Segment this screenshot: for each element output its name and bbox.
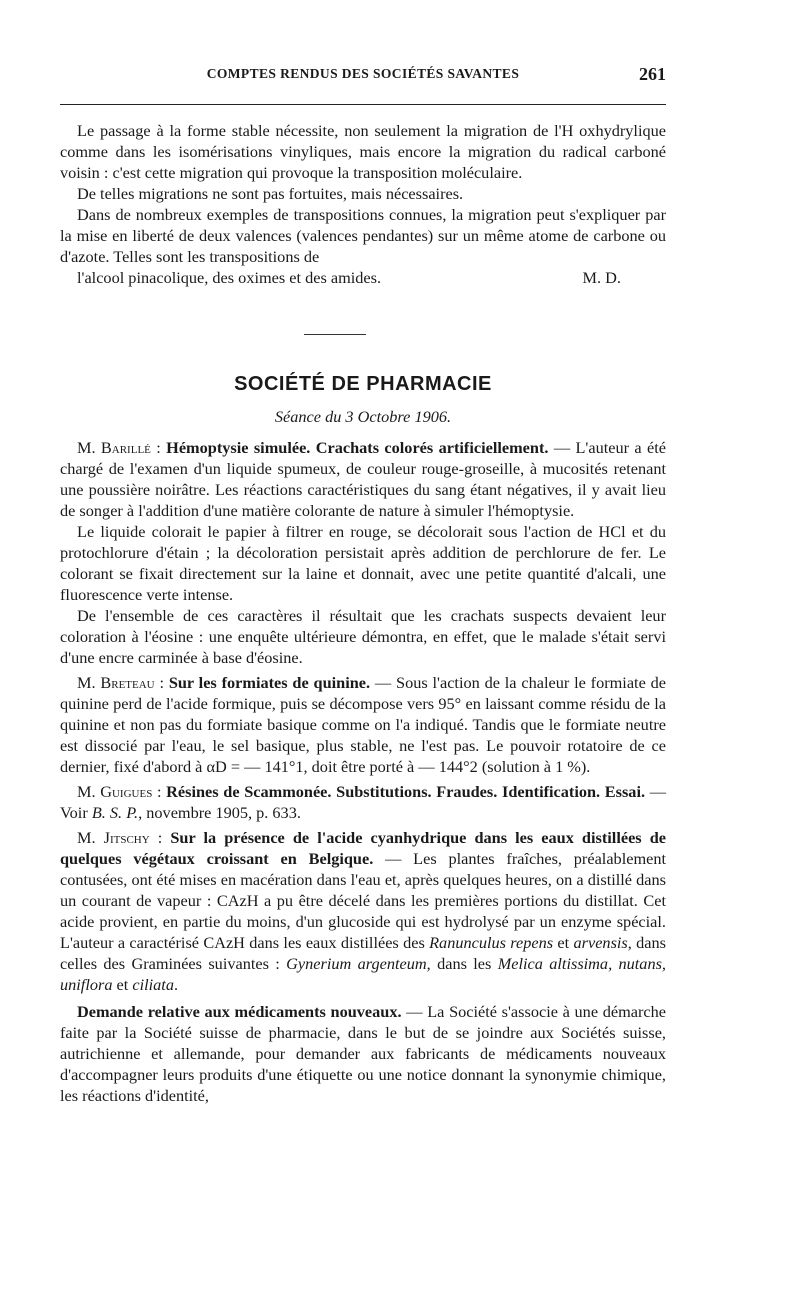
jitschy-body-b: et bbox=[553, 933, 574, 952]
intro-paragraph-2: De telles migrations ne sont pas fortuites, mais nécessaires. bbox=[77, 184, 464, 203]
jitschy-species-3: Gynerium argenteum bbox=[286, 954, 427, 973]
page-header bbox=[60, 64, 666, 86]
jitschy-prefix: M. bbox=[77, 828, 104, 847]
barille-title: Hémoptysie simulée. Crachats colorés artificiellement. bbox=[166, 438, 549, 457]
barille-author: Barillé bbox=[100, 438, 151, 457]
jitschy-body-d: , dans les bbox=[426, 954, 498, 973]
barille-prefix: M. bbox=[77, 438, 101, 457]
breteau-sep: : bbox=[154, 673, 169, 692]
barille-sep: : bbox=[150, 438, 167, 457]
jitschy-body-c: , dans celles des Graminées suivantes : bbox=[60, 933, 666, 973]
jitschy-entry bbox=[60, 827, 666, 995]
breteau-entry bbox=[60, 672, 666, 777]
jitschy-body-f: . bbox=[173, 975, 179, 994]
demande-entry bbox=[60, 1001, 666, 1106]
intro-last-line bbox=[60, 267, 666, 288]
page-number: 261 bbox=[639, 64, 666, 84]
section-separator bbox=[304, 334, 366, 335]
guigues-prefix: M. bbox=[77, 782, 101, 801]
jitschy-title: Sur la présence de l'acide cyanhydrique dans les eaux distillées de quelques végétaux croissant en Belgique. bbox=[60, 828, 666, 868]
guigues-author: Guigues bbox=[100, 782, 153, 801]
jitschy-author: Jitschy bbox=[103, 828, 150, 847]
guigues-body-b: , novembre 1905, p. 633. bbox=[138, 803, 301, 822]
intro-paragraph-3 bbox=[60, 204, 666, 288]
barille-paragraph-3: De l'ensemble de ces caractères il résultait que les crachats suspects devaient leur coloration à l'éosine : une enquête ultérieure démontra, en effet, que le malade s'était servi d'une encre carminée à base d'éosine. bbox=[60, 606, 666, 667]
demande-body: — La Société s'associe à une démarche faite par la Société suisse de pharmacie, dans le but de se joindre aux Sociétés suisse, autrichienne et allemande, pour demander aux fabricants de médicaments nouveaux d'accompagner leurs produits d'une étiquette ou une notice donnant la synonymie chimique, les réactions d'identité, bbox=[60, 1002, 666, 1105]
breteau-body: — Sous l'action de la chaleur le formiate de quinine perd de l'acide formique, puis se décompose vers 95° en laissant comme résidu de la quinine et non pas du formiate basique comme on l'a indiqué. Tandis que le formiate neutre est dissocié par l'eau, le sel basique, plus stable, ne l'est pas. Le pouvoir rotatoire de ce dernier, fixé d'abord à αD = — 141°1, doit être porté à — 144°2 (solution à 1 %). bbox=[60, 673, 666, 776]
intro-block bbox=[60, 120, 666, 288]
jitschy-species-2: arvensis bbox=[573, 933, 628, 952]
intro-paragraph-1: Le passage à la forme stable nécessite, non seulement la migration de l'H oxhydrylique comme dans les isomérisations vinyliques, mais encore la migration du radical carboné voisin : c'est cette migration qui provoque la transposition moléculaire. bbox=[60, 121, 666, 182]
seance-date: Séance du 3 Octobre 1906. bbox=[274, 407, 452, 426]
jitschy-species-5: ciliata bbox=[132, 975, 174, 994]
guigues-entry bbox=[60, 781, 666, 823]
jitschy-species-1: Ranunculus repens bbox=[429, 933, 554, 952]
barille-entry bbox=[60, 437, 666, 521]
guigues-title: Résines de Scammonée. Substitutions. Fraudes. Identification. Essai. bbox=[166, 782, 646, 801]
breteau-prefix: M. bbox=[77, 673, 101, 692]
jitschy-body-e: et bbox=[112, 975, 133, 994]
reports-block bbox=[60, 437, 666, 1106]
section-title: SOCIÉTÉ DE PHARMACIE bbox=[234, 373, 492, 395]
guigues-sep: : bbox=[152, 782, 167, 801]
guigues-reference: B. S. P. bbox=[91, 803, 139, 822]
breteau-author: Breteau bbox=[100, 673, 155, 692]
intro-paragraph-3-body: Dans de nombreux exemples de transpositions connues, la migration peut s'expliquer par la mise en liberté de deux valences (valences pendantes) sur un même atome de carbone ou d'azote. Telles sont les transpositions de bbox=[60, 205, 666, 266]
running-head: COMPTES RENDUS DES SOCIÉTÉS SAVANTES bbox=[206, 66, 520, 81]
demande-title: Demande relative aux médicaments nouveaux. bbox=[77, 1002, 402, 1021]
breteau-title: Sur les formiates de quinine. bbox=[168, 673, 371, 692]
barille-paragraph-2: Le liquide colorait le papier à filtrer en rouge, se décolorait sous l'action de HCl et du protochlorure d'étain ; la décoloration persistait après addition de perchlorure de fer. Le colorant se fixait directement sur la laine et donnait, avec une petite quantité d'alcali, une fluorescence verte intense. bbox=[60, 522, 666, 604]
jitschy-species-4: Melica altissima, nutans, uniflora bbox=[60, 954, 666, 994]
barille-body: — L'auteur a été chargé de l'examen d'un liquide spumeux, de couleur rouge-groseille, à mucosités retenant une poussière noirâtre. Les réactions caractéristiques du sang étant négatives, il y avait lieu de songer à l'addition d'une matière colorante de nature à simuler l'hémoptysie. bbox=[60, 438, 666, 520]
jitschy-sep: : bbox=[149, 828, 171, 847]
author-signature: M. D. bbox=[582, 268, 621, 287]
header-rule bbox=[60, 104, 666, 105]
guigues-body-a: — Voir bbox=[60, 782, 666, 822]
intro-paragraph-3-last: l'alcool pinacolique, des oximes et des amides. bbox=[77, 268, 382, 287]
jitschy-body-a: — Les plantes fraîches, préalablement contusées, ont été mises en macération dans l'eau et, après quelques heures, on a distillé dans un courant de vapeur : CAzH a pu être décelé dans les premières portions du distillat. Cet acide provient, en partie du moins, d'un glucoside qui est hydrolysé par un enzyme spécial. L'auteur a caractérisé CAzH dans les eaux distillées des bbox=[60, 849, 666, 952]
